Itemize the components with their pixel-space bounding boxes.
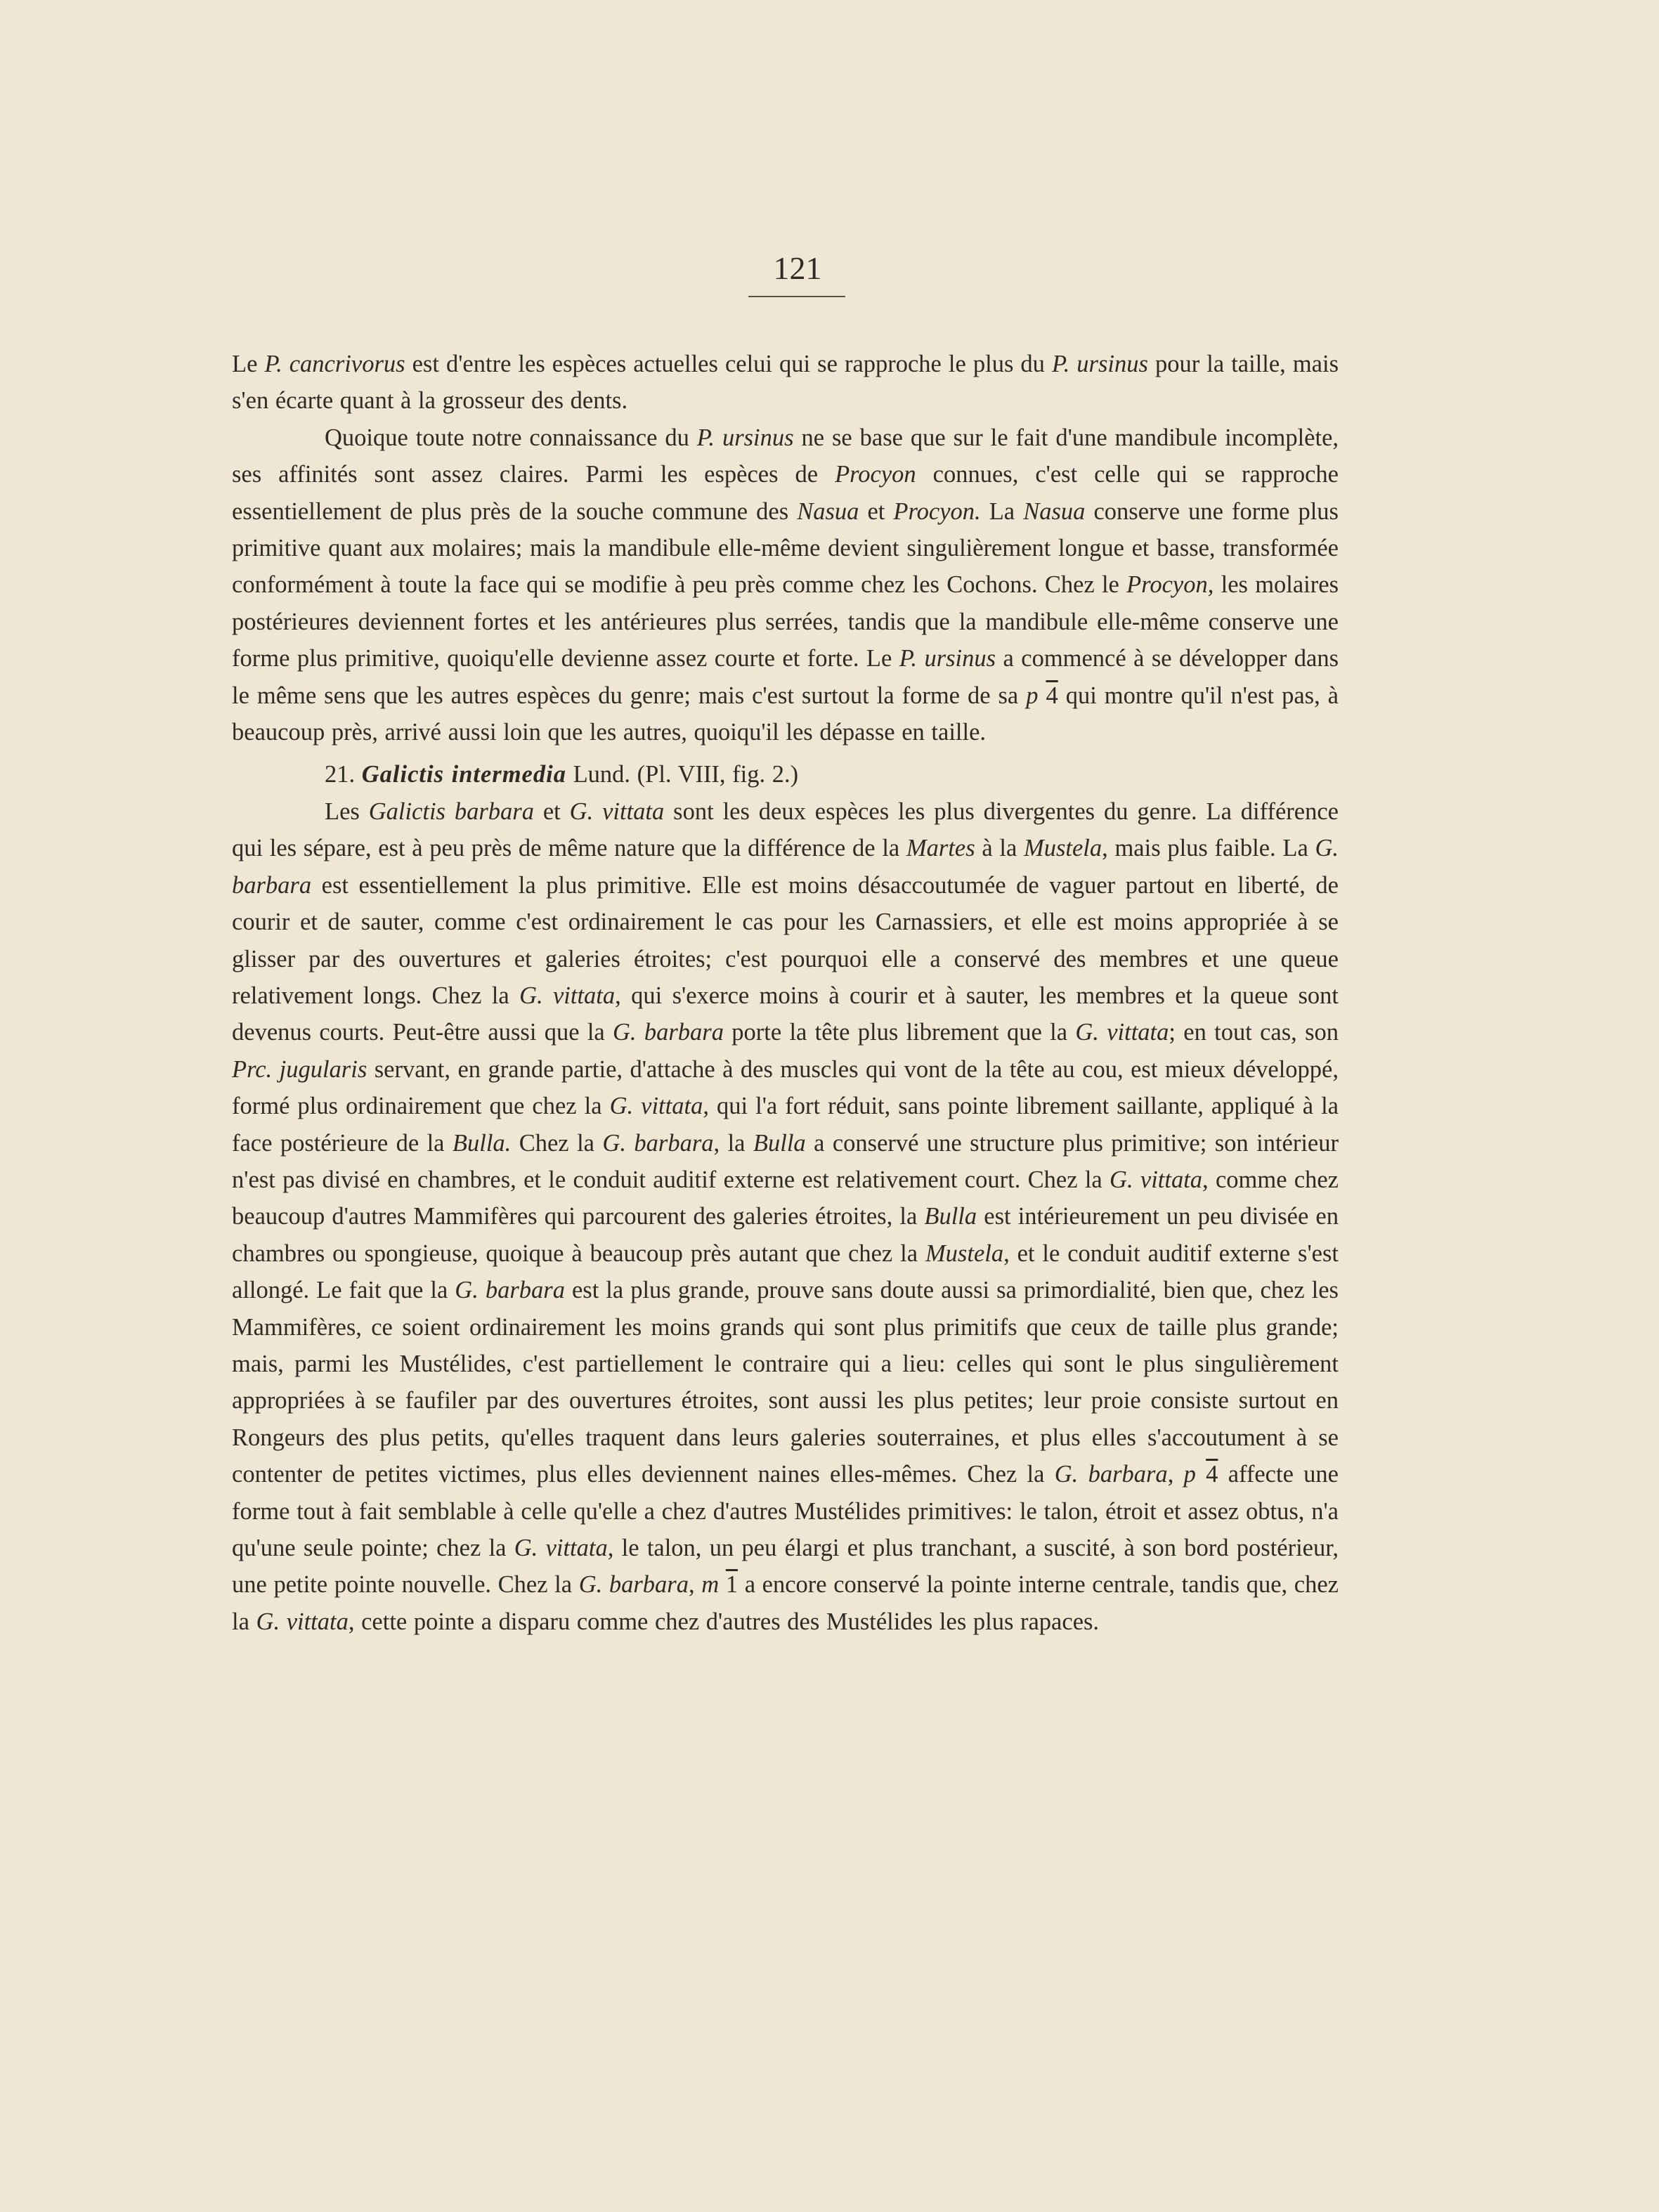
text-run: a conservé une structure plus primitive; son intérieur n'est pas divisé en chambres, et le conduit auditif externe est relativement court. Chez la — [232, 1129, 1339, 1193]
text-run: , comme chez beaucoup d'autres Mammifères qui parcourent des galeries étroites, la — [232, 1166, 1339, 1230]
text-run — [719, 1571, 726, 1598]
italic-term: G. barbara — [455, 1277, 565, 1304]
text-run: , — [1167, 1461, 1184, 1488]
text-run: et — [859, 497, 894, 525]
text-run: à la — [975, 835, 1024, 862]
text-run: , et le conduit auditif externe s'est allongé. Le fait que la — [232, 1240, 1339, 1304]
body-text — [232, 346, 1339, 1640]
italic-term: Bulla — [924, 1203, 977, 1230]
text-run: , mais plus faible. La — [1102, 835, 1315, 862]
species-name: Galictis intermedia — [361, 761, 566, 788]
paragraph-p2 — [232, 419, 1339, 751]
text-run: , qui s'exerce moins à courir et à sauter, les membres et la queue sont devenus courts. Peut-être aussi que la — [232, 982, 1339, 1046]
italic-term: Martes — [906, 835, 975, 862]
section-number: 21. — [325, 761, 356, 788]
text-run: ne se base que sur le fait d'une mandibule incomplète, ses affinités sont assez claires. Parmi les espèces de — [232, 424, 1339, 488]
italic-term: Nasua — [797, 497, 859, 525]
text-run: pour la taille, mais s'en écarte quant à la grosseur des dents. — [232, 351, 1339, 415]
species-author: Lund. — [573, 761, 631, 788]
text-run: sont les deux espèces les plus divergentes du genre. La différence qui les sépare, est à peu près de même nature que la différence de la — [232, 798, 1339, 862]
text-run: est essentiellement la plus primitive. Elle est moins désaccoutumée de vaguer partout en liberté, de courir et de sauter, comme c'est ordinairement le cas pour les Carnassiers, et elle est moins appropriée à se glisser par des ouvertures et galeries étroites; c'est pourquoi elle a conservé des membres et une queue relativement longs. Chez la — [232, 871, 1339, 1009]
italic-term: Mustela — [925, 1240, 1004, 1267]
italic-term: p — [1183, 1461, 1196, 1488]
text-run: La — [980, 497, 1024, 525]
text-run: les molaires postérieures deviennent fortes et les antérieures plus serrées, tandis que la mandibule elle-même conserve une forme plus primitive, quoiqu'elle devienne assez courte et forte. Le — [232, 571, 1339, 672]
italic-term: G. vittata — [569, 798, 665, 825]
text-run: ; en tout cas, son — [1169, 1019, 1339, 1046]
italic-term: Nasua — [1023, 497, 1086, 525]
italic-term: Prc. jugularis — [232, 1055, 367, 1083]
italic-term: P. ursinus — [696, 424, 794, 451]
text-run: 1 — [725, 1571, 739, 1599]
text-run: servant, en grande partie, d'attache à des muscles qui vont de la tête au cou, est mieux développé, formé plus ordinairement que chez la — [232, 1055, 1339, 1120]
italic-term: m — [701, 1571, 720, 1599]
italic-term: G. vittata — [514, 1535, 608, 1561]
italic-term: P. ursinus — [899, 645, 996, 672]
italic-term: G. barbara — [613, 1019, 724, 1046]
text-run: conserve une forme plus primitive quant aux molaires; mais la mandibule elle-même devient singulièrement longue et basse, transformée conformément à toute la face qui se modifie à peu près comme chez les Cochons. Chez le — [232, 497, 1339, 599]
text-run — [1038, 682, 1046, 709]
italic-term: Procyon — [835, 461, 916, 488]
text-run: , cette pointe a disparu comme chez d'autres des Mustélides les plus rapaces. — [348, 1608, 1100, 1635]
italic-term: Mustela — [1023, 835, 1102, 862]
text-run: est intérieurement un peu divisée en chambres ou spongieuse, quoique à beaucoup près autant que chez la — [232, 1203, 1339, 1267]
text-run: a commencé à se développer dans le même sens que les autres espèces du genre; mais c'est surtout la forme de sa — [232, 645, 1339, 709]
text-run: , qui l'a fort réduit, sans pointe librement saillante, appliqué à la face postérieure de la — [232, 1093, 1339, 1157]
italic-term: G. barbara — [602, 1129, 714, 1157]
italic-term: P. cancrivorus — [264, 351, 405, 377]
text-run: affecte une forme tout à fait semblable à celle qu'elle a chez d'autres Mustélides primitives: le talon, étroit et assez obtus, n'a qu'une seule pointe; chez la — [232, 1461, 1339, 1561]
text-run: a encore conservé la pointe interne centrale, tandis que, chez la — [232, 1571, 1339, 1635]
paragraph-p1 — [232, 346, 1339, 419]
italic-term: G. vittata — [256, 1608, 349, 1635]
italic-term: p — [1026, 682, 1039, 709]
italic-term: G. vittata — [519, 982, 616, 1009]
italic-term: Galictis barbara — [368, 798, 534, 825]
italic-term: Bulla — [753, 1129, 806, 1157]
text-run: Quoique toute notre connaissance du — [325, 424, 697, 451]
plate-reference: (Pl. VIII, fig. 2.) — [637, 761, 799, 788]
italic-term: P. ursinus — [1051, 351, 1148, 377]
italic-term: G. barbara — [1054, 1461, 1168, 1488]
italic-term: Procyon. — [893, 497, 981, 525]
italic-term: G. barbara — [232, 835, 1339, 899]
text-run: connues, c'est celle qui se rapproche essentiellement de plus près de la souche commune des — [232, 461, 1339, 525]
text-run: , — [688, 1571, 702, 1599]
text-run: qui montre qu'il n'est pas, à beaucoup près, arrivé aussi loin que les autres, quoiqu'il les dépasse en taille. — [232, 682, 1339, 746]
text-run: 4 — [1206, 1461, 1218, 1488]
text-run: Les — [325, 798, 369, 825]
text-run: , la — [713, 1129, 753, 1157]
text-run: Le — [232, 351, 265, 377]
text-run: 4 — [1046, 682, 1058, 709]
text-run: , le talon, un peu élargi et plus tranchant, a suscité, à son bord postérieur, une petite pointe nouvelle. Chez la — [232, 1535, 1339, 1599]
text-run: est d'entre les espèces actuelles celui qui se rapproche le plus du — [405, 351, 1052, 377]
text-run: et — [533, 798, 570, 825]
section-heading — [232, 756, 1339, 793]
page-number-rule — [748, 296, 845, 297]
italic-term: Procyon, — [1126, 571, 1214, 599]
italic-term: G. vittata — [1075, 1019, 1169, 1046]
text-run: porte la tête plus librement que la — [723, 1019, 1076, 1046]
italic-term: G. vittata — [609, 1093, 703, 1120]
text-run: Chez la — [511, 1129, 603, 1157]
italic-term: Bulla. — [452, 1129, 512, 1157]
text-run — [1196, 1461, 1206, 1488]
paragraph-p3 — [232, 793, 1339, 1640]
text-run: est la plus grande, prouve sans doute aussi sa primordialité, bien que, chez les Mammifères, ce soient ordinairement les moins grands qui sont plus primitifs que ceux de taille plus grande; mais, parmi les Mustélides, c'est partiellement le contraire qui a lieu: celles qui sont le plus singulièrement appropriées à se faufiler par des ouvertures étroites, sont aussi les plus petites; leur proie consiste surtout en Rongeurs des plus petits, qu'elles traquent dans leurs galeries souterraines, et plus elles s'accoutument à se contenter de petites victimes, plus elles deviennent naines elles-mêmes. Chez la — [232, 1277, 1339, 1488]
italic-term: G. vittata — [1110, 1166, 1203, 1193]
page-number: 121 — [773, 250, 822, 286]
italic-term: G. barbara — [578, 1571, 689, 1599]
